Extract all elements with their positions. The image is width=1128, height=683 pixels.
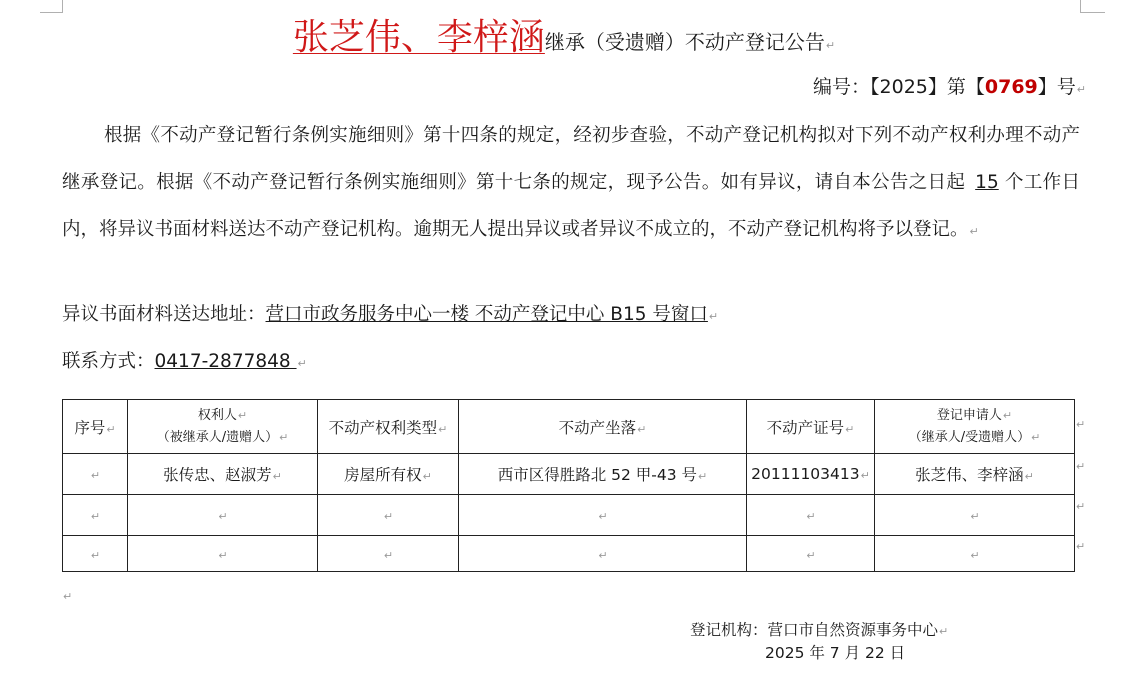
cell-seq: ↵ <box>63 495 128 536</box>
body-text-a: 根据《不动产登记暂行条例实施细则》第十四条的规定，经初步查验，不动产登记机构拟对下列不动产权利办理不动产继承登记。根据《不动产登记暂行条例实施细则》第十七条的规定，现予公告。如有异议，请自本公告之日起 <box>62 125 1080 193</box>
address-value: 营口市政务服务中心一楼 不动产登记中心 B15 号窗口 <box>265 304 708 325</box>
registration-authority: 登记机构：营口市自然资源事务中心↵ <box>690 621 949 639</box>
table-row <box>63 495 1075 536</box>
row-end-mark-icon: ↵ <box>1076 418 1086 431</box>
paragraph-mark-icon: ↵ <box>63 590 73 603</box>
paragraph-mark-icon: ↵ <box>825 39 836 52</box>
row-end-mark-icon: ↵ <box>1076 460 1086 473</box>
cell-location: 西市区得胜路北 52 甲-43 号↵ <box>459 454 747 495</box>
row-end-mark-icon: ↵ <box>1076 540 1086 553</box>
number-suffix: 】号 <box>1037 76 1076 98</box>
paragraph-mark-icon: ↵ <box>939 625 949 638</box>
cell-holder: ↵ <box>128 495 318 536</box>
document-title <box>0 14 1128 70</box>
cell-right-type: ↵ <box>318 536 459 572</box>
objection-address-line <box>62 300 718 326</box>
paragraph-mark-icon: ↵ <box>1076 83 1086 96</box>
header-right-type: 不动产权利类型↵ <box>318 400 459 454</box>
header-applicant: 登记申请人↵ （继承人/受遗赠人）↵ <box>875 400 1075 454</box>
number-value: 0769 <box>984 76 1038 98</box>
header-seq: 序号↵ <box>63 400 128 454</box>
cell-right-type: ↵ <box>318 495 459 536</box>
contact-line <box>62 347 307 373</box>
row-end-mark-icon: ↵ <box>1076 500 1086 513</box>
address-label: 异议书面材料送达地址： <box>62 304 266 325</box>
header-holder: 权利人↵ （被继承人/遗赠人）↵ <box>128 400 318 454</box>
page-corner-mark-right <box>1080 0 1105 13</box>
cell-cert-no: ↵ <box>747 536 875 572</box>
cell-location: ↵ <box>459 536 747 572</box>
body-text-b: 个工作日内，将异议书面材料送达不动产登记机构。逾期无人提出异议或者异议不成立的，不动产登记机构将予以登记。 <box>62 172 1080 240</box>
cell-applicant: ↵ <box>875 495 1075 536</box>
number-prefix: 编号：【2025】第【 <box>813 76 985 98</box>
table-header-row <box>63 400 1075 454</box>
contact-label: 联系方式： <box>62 351 155 372</box>
table-row <box>63 536 1075 572</box>
cell-applicant: ↵ <box>875 536 1075 572</box>
cell-cert-no: 20111103413↵ <box>747 454 875 495</box>
notice-date: 2025 年 7 月 22 日 <box>765 644 906 662</box>
contact-phone: 0417-2877848 <box>154 351 297 372</box>
cell-location: ↵ <box>459 495 747 536</box>
cell-applicant: 张芝伟、李梓涵↵ <box>875 454 1075 495</box>
title-names: 张芝伟、李梓涵 <box>292 17 545 58</box>
header-location: 不动产坐落↵ <box>459 400 747 454</box>
registration-table <box>62 399 1075 572</box>
cell-seq: ↵ <box>63 454 128 495</box>
notice-number <box>813 72 1086 99</box>
paragraph-mark-icon: ↵ <box>969 225 979 238</box>
page-corner-mark-left <box>40 0 63 13</box>
cell-right-type: 房屋所有权↵ <box>318 454 459 495</box>
objection-days: 15 <box>975 172 999 193</box>
header-cert-no: 不动产证号↵ <box>747 400 875 454</box>
cell-cert-no: ↵ <box>747 495 875 536</box>
cell-holder: 张传忠、赵淑芳↵ <box>128 454 318 495</box>
paragraph-mark-icon: ↵ <box>708 310 719 323</box>
title-suffix: 继承（受遗赠）不动产登记公告 <box>544 30 825 54</box>
cell-holder: ↵ <box>128 536 318 572</box>
cell-seq: ↵ <box>63 536 128 572</box>
notice-body <box>62 112 1080 255</box>
paragraph-mark-icon: ↵ <box>297 357 307 370</box>
table-row <box>63 454 1075 495</box>
